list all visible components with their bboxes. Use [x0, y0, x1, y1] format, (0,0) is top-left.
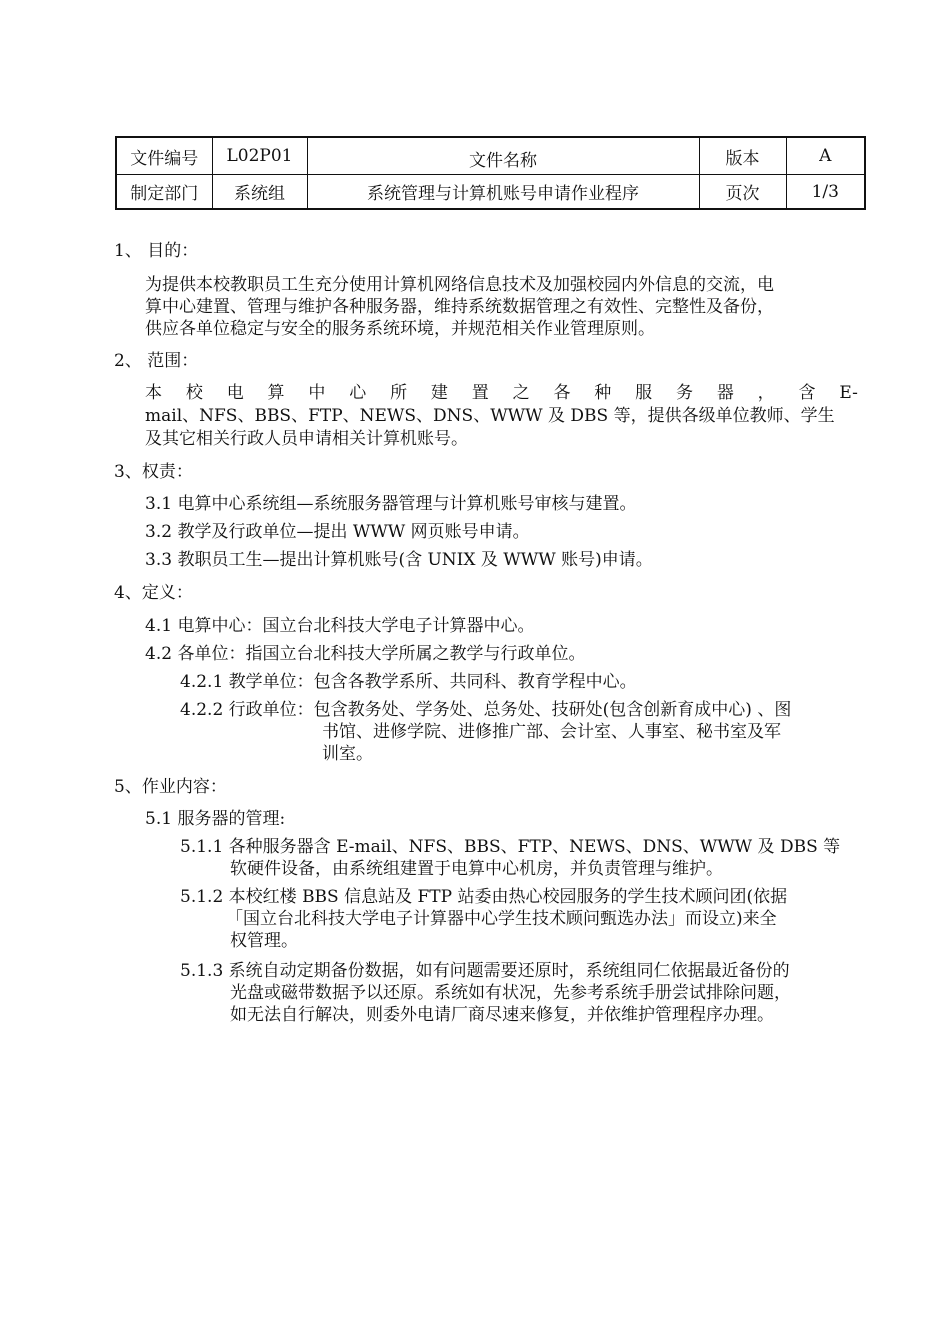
section-2-justified-line	[145, 382, 858, 404]
justified-char: 务	[675, 383, 693, 403]
justified-char: 之	[512, 383, 530, 403]
document-title: 系统管理与计算机账号申请作业程序	[307, 175, 699, 210]
file-number-label: 文件编号	[116, 137, 212, 175]
section-5-item: 5.1.3 系统自动定期备份数据，如有问题需要还原时，系统组同仁依据最近备份的	[180, 961, 790, 981]
section-5-item-cont: 「国立台北科技大学电子计算器中心学生技术顾问甄选办法」而设立)来全	[226, 909, 777, 929]
justified-char: 本	[145, 383, 162, 403]
section-3-item: 3.3 教职员工生—提出计算机账号(含 UNIX 及 WWW 账号)申请。	[145, 550, 653, 570]
section-5-item-cont: 如无法自行解决，则委外电请厂商尽速来修复，并依维护管理程序办理。	[230, 1005, 774, 1025]
section-3-item: 3.1 电算中心系统组—系统服务器管理与计算机账号审核与建置。	[145, 494, 637, 514]
justified-char: 电	[226, 383, 244, 403]
section-1-line: 为提供本校教职员工生充分使用计算机网络信息技术及加强校园内外信息的交流，电	[145, 275, 774, 295]
justified-char: ，	[757, 383, 775, 403]
section-1-line: 供应各单位稳定与安全的服务系统环境，并规范相关作业管理原则。	[145, 319, 655, 339]
section-2-line: 及其它相关行政人员申请相关计算机账号。	[145, 429, 468, 449]
justified-char: E-	[839, 383, 858, 403]
file-name-label: 文件名称	[307, 137, 699, 175]
document-header-table	[115, 136, 866, 210]
section-4-subitem: 4.2.1 教学单位：包含各教学系所、共同科、教育学程中心。	[180, 672, 637, 692]
justified-char: 含	[798, 383, 816, 403]
justified-char: 各	[553, 383, 571, 403]
section-4-subitem-cont: 训室。	[322, 744, 373, 764]
section-2-line: mail、NFS、BBS、FTP、NEWS、DNS、WWW 及 DBS 等，提供各级单位教师、学生	[145, 406, 835, 426]
section-1-heading: 1、 目的：	[114, 241, 199, 261]
justified-char: 算	[267, 383, 285, 403]
department-label: 制定部门	[116, 175, 212, 210]
justified-char: 器	[716, 383, 734, 403]
section-3-heading: 3、权责：	[114, 462, 193, 482]
version-value: A	[786, 137, 865, 175]
department-value: 系统组	[212, 175, 307, 210]
justified-char: 建	[430, 383, 448, 403]
justified-char: 校	[185, 383, 203, 403]
section-5-subheading: 5.1 服务器的管理:	[145, 809, 286, 829]
justified-char: 中	[308, 383, 326, 403]
justified-char: 所	[390, 383, 408, 403]
justified-char: 置	[471, 383, 489, 403]
section-5-item-cont: 软硬件设备，由系统组建置于电算中心机房，并负责管理与维护。	[230, 859, 723, 879]
section-4-item: 4.1 电算中心：国立台北科技大学电子计算器中心。	[145, 616, 535, 636]
section-5-heading: 5、作业内容：	[114, 777, 227, 797]
justified-char: 服	[635, 383, 653, 403]
file-number-value: L02P01	[212, 137, 307, 175]
version-label: 版本	[699, 137, 786, 175]
section-5-item: 5.1.2 本校红楼 BBS 信息站及 FTP 站委由热心校园服务的学生技术顾问团(依据	[180, 887, 788, 907]
section-5-item-cont: 权管理。	[230, 931, 298, 951]
section-3-item: 3.2 教学及行政单位—提出 WWW 网页账号申请。	[145, 522, 530, 542]
section-2-heading: 2、 范围：	[114, 351, 199, 371]
section-4-item: 4.2 各单位：指国立台北科技大学所属之教学与行政单位。	[145, 644, 586, 664]
page-label: 页次	[699, 175, 786, 210]
section-5-item: 5.1.1 各种服务器含 E-mail、NFS、BBS、FTP、NEWS、DNS、WWW 及 DBS 等	[180, 837, 841, 857]
section-1-line: 算中心建置、管理与维护各种服务器，维持系统数据管理之有效性、完整性及备份，	[145, 297, 774, 317]
justified-char: 心	[349, 383, 367, 403]
section-5-item-cont: 光盘或磁带数据予以还原。系统如有状况，先参考系统手册尝试排除问题，	[230, 983, 791, 1003]
section-4-subitem-cont: 书馆、进修学院、进修推广部、会计室、人事室、秘书室及军	[322, 722, 781, 742]
section-4-heading: 4、定义：	[114, 583, 193, 603]
justified-char: 种	[594, 383, 612, 403]
page-number: 1/3	[786, 175, 865, 210]
section-4-subitem: 4.2.2 行政单位：包含教务处、学务处、总务处、技研处(包含创新育成中心) 、图	[180, 700, 792, 720]
